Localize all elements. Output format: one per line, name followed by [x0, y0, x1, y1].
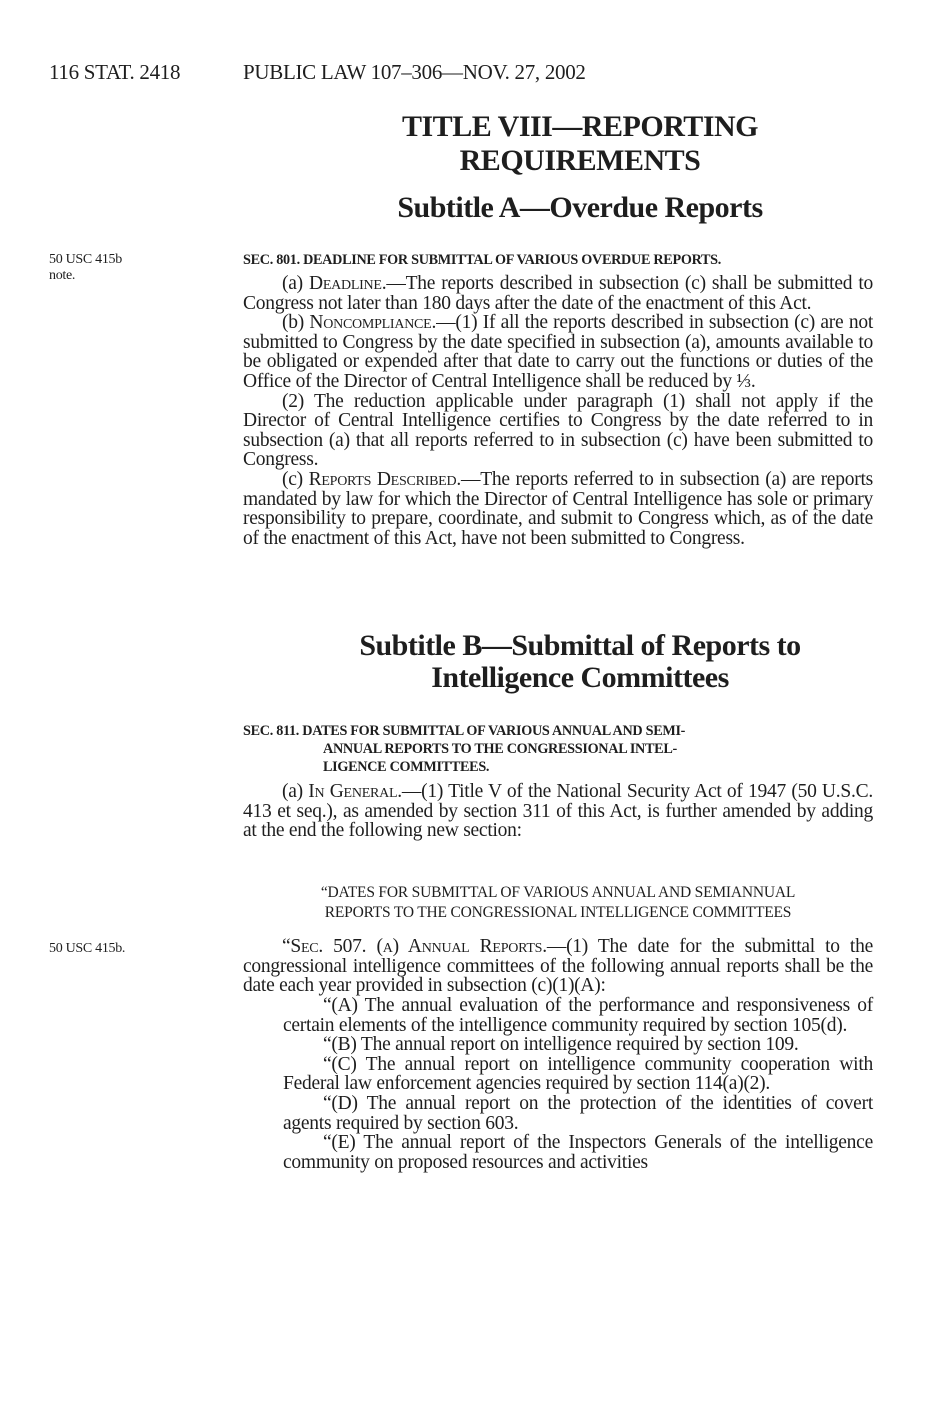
- title-line-2: REQUIREMENTS: [459, 144, 701, 177]
- section-811-body: [243, 782, 873, 841]
- quoted-section-heading: “DATES FOR SUBMITTAL OF VARIOUS ANNUAL AND SEMIANNUAL REPORTS TO THE CONGRESSIONAL INTELLIGENCE COMMITTEES: [320, 884, 796, 921]
- sec-507-a: “Sec. 507. (a) Annual Reports.—(1) The date for the submittal to the congressional intelligence committees of the following annual reports shall be the date each year provided in subsection (c)(1)(A):: [243, 936, 873, 997]
- subtitle-a-heading: Subtitle A—Overdue Reports: [397, 191, 763, 224]
- list-item: “(A) The annual evaluation of the performance and responsiveness of certain elements of the intelligence community required by section 105(d).: [283, 995, 873, 1036]
- title-heading: [280, 110, 880, 178]
- subsection-a-general: (a) In General.—(1) Title V of the National Security Act of 1947 (50 U.S.C. 413 et seq.), as amended by section 311 of this Act, is further amended by adding at the end the following new section:: [243, 781, 873, 842]
- section-811-heading: SEC. 811. DATES FOR SUBMITTAL OF VARIOUS ANNUAL AND SEMI- ANNUAL REPORTS TO THE CONGRESSIONAL INTEL- LIGENCE COMMITTEES.: [243, 723, 686, 775]
- title-line-1: TITLE VIII—REPORTING: [402, 110, 758, 143]
- margin-note-usc: 50 USC 415b note.: [49, 252, 122, 283]
- section-507-body: [243, 937, 873, 996]
- subsection-a: (a) Deadline.—The reports described in subsection (c) shall be submitted to Congress not later than 180 days after the date of the enactment of this Act.: [243, 273, 873, 314]
- subtitle-b-heading: Subtitle B—Submittal of Reports to Intelligence Committees: [359, 629, 801, 694]
- section-801-body: [243, 274, 873, 548]
- section-801-heading: SEC. 801. DEADLINE FOR SUBMITTAL OF VARIOUS OVERDUE REPORTS.: [243, 252, 722, 268]
- list-item: “(B) The annual report on intelligence required by section 109.: [323, 1034, 799, 1056]
- subsection-b: (b) Noncompliance.—(1) If all the reports described in subsection (c) are not submitted to Congress by the date specified in subsection (a), amounts available to be obligated or expended after that date to carry out the functions or duties of the Office of the Director of Central Intelligence shall be reduced by ⅓.: [243, 312, 873, 392]
- list-item: “(D) The annual report on the protection of the identities of covert agents required by section 603.: [283, 1092, 873, 1134]
- list-item: “(E) The annual report of the Inspectors Generals of the intelligence community on proposed resources and activities: [283, 1132, 873, 1173]
- subsection-c: (c) Reports Described.—The reports referred to in subsection (a) are reports mandated by law for which the Director of Central Intelligence has sole or primary responsibility to prepare, coordinate, and submit to Congress which, as of the date of the enactment of this Act, have not been submitted to Congress.: [243, 468, 873, 549]
- law-citation-header: PUBLIC LAW 107–306—NOV. 27, 2002: [243, 60, 586, 84]
- annual-reports-list: [283, 996, 873, 1172]
- margin-note-usc-415b: 50 USC 415b.: [49, 941, 126, 956]
- subsection-b-2: (2) The reduction applicable under paragraph (1) shall not apply if the Director of Central Intelligence certifies to Congress by the date referred to in subsection (a) that all reports referred to in subsection (c) have been submitted to Congress.: [243, 390, 873, 471]
- stat-page-number: 116 STAT. 2418: [49, 60, 181, 84]
- list-item: “(C) The annual report on intelligence community cooperation with Federal law enforcement agencies required by section 114(a)(2).: [283, 1053, 873, 1095]
